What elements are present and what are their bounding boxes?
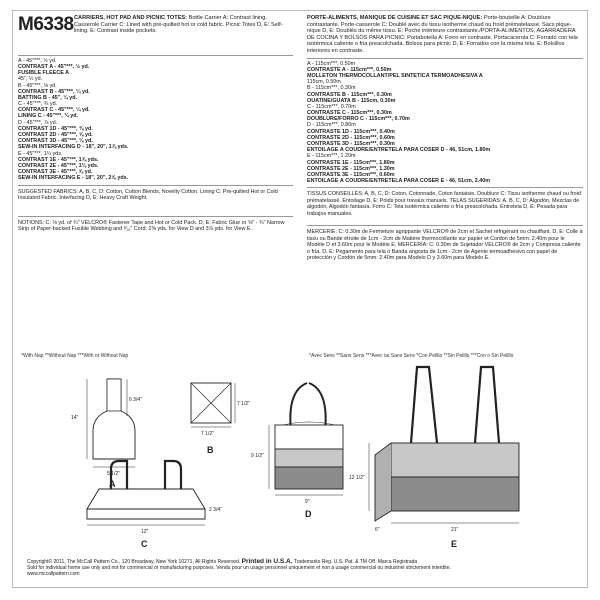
trademarks: Trademarks Reg. U.S. Pat. & TM Off. Marca Registrada <box>293 559 418 565</box>
view-d-height: 9 1/2" <box>251 453 264 459</box>
yardage-row: OUATINE/GUATA B - 115cm, 0.30m <box>307 97 396 104</box>
view-a-width: 5 1/2" <box>107 471 120 477</box>
pattern-envelope-back <box>12 10 588 588</box>
view-a-diagram <box>71 379 142 489</box>
spanish-title <box>307 15 583 55</box>
printed-in: Printed in U.S.A. <box>241 558 293 565</box>
view-e-height: 12 1/2" <box>349 475 365 481</box>
yardage-row: SEW-IN INTERFACING E - 18", 20", 2⅝ yds. <box>18 175 129 182</box>
yardage-row: C - 115cm***, 0.70m <box>307 103 356 110</box>
yardage-row: CONTRASTE 1D - 115cm***, 0.40m <box>307 128 395 135</box>
view-e-letter: E <box>451 539 458 549</box>
view-b-width: 7 1/2" <box>201 431 214 437</box>
website-url: www.mccallpattern.com <box>27 571 80 578</box>
yardage-row: SEW-IN INTERFACING D - 18", 20", 1⅞ yds. <box>18 144 129 151</box>
yardage-row: CONTRAST A - 45"***, ½ yd. <box>18 63 90 70</box>
sold-notice-en: Sold for individual home use only and not for commercial or manufacturing purposes. <box>27 565 215 572</box>
yardage-row: 115cm, 0.50m <box>307 79 341 86</box>
sold-notice-fr: Vendu pour un usage personnel uniquement et non à usage commercial ou industriel strictement interdite. <box>216 565 451 572</box>
yardage-row: CONTRAST 3E - 45"***, ⅝ yd. <box>18 169 93 176</box>
spanish-column <box>307 15 583 262</box>
yardage-row: D - 45"***, ⅞ yd. <box>18 119 58 126</box>
view-a-letter: A <box>109 479 116 489</box>
yardage-row: CONTRASTE 3E - 115cm***, 0.60m <box>307 171 395 178</box>
yardage-row: MOLLETON THERMOCOLLANT/PEL SINTÉTICA TERMOADHESIVA A <box>307 72 483 79</box>
copyright: Copyright© 2011, The McCall Pattern Co., 120 Broadway, New York 10271, All Rights Reserved. <box>27 559 241 565</box>
yardage-row: C - 45"***, ¾ yd. <box>18 101 58 108</box>
english-heading: CARRIERS, HOT PAD AND PICNIC TOTES: <box>74 15 188 21</box>
yardage-row: B - 45"***, ⅛ yd. <box>18 82 57 89</box>
english-column <box>18 15 293 233</box>
yardage-row: CONTRAST B - 45"***, ¼ yd. <box>18 88 90 95</box>
yardage-row: LINING C - 45"***, ¾ yd. <box>18 113 79 120</box>
yardage-row: FUSIBLE FLEECE A <box>18 70 70 77</box>
english-description: Bottle Carrier A: Contrast lining. Casserole Carrier C: Lined with pre-quilted hot or cold fabric. Picnic Totes D, E: Self-lining. E: Contrast inside pockets. <box>74 15 283 35</box>
yardage-row: B - 115cm***, 0.30m <box>307 85 356 92</box>
view-d-width: 9" <box>305 499 310 505</box>
view-c-depth: 2 3/4" <box>209 507 222 513</box>
yardage-row: A - 45"***, ½ yd. <box>18 57 57 64</box>
yardage-row: CONTRAST 1E - 45"***, 1⅞ yds. <box>18 156 99 163</box>
pattern-number: M6338 <box>18 14 74 35</box>
suggested-fabrics-es: TISSUS CONSEILLÉS: A, B, C, D: Coton, Cotonnade, Coton fantaisie. Doublure C: Tissu isotherme chaud ou froid prématelassé. Entoilage D, E: Poids pour travaux manuels. TELAS SUGERIDAS: A, B, C, D: Algodón, Mezclas de algodón, Algodón fantasía. Forro C: Tela isotérmica caliente o fría preacolchada. Entretela D, E: Pesada para trabajos manuales. <box>307 191 581 217</box>
view-b-height: 7 1/2" <box>237 401 250 407</box>
yardage-row: CONTRAST 2E - 45"***, 1⅛ yds. <box>18 162 99 169</box>
yardage-list-es <box>307 61 583 185</box>
nap-legend-en: *With Nap **Without Nap ***With or Without Nap <box>21 353 129 359</box>
view-e-diagram <box>349 367 519 549</box>
yardage-row: CONTRAST C - 45"***, ¼ yd. <box>18 107 90 114</box>
yardage-row: E - 45"***, 1¼ yds. <box>18 150 63 157</box>
view-a-height: 14" <box>71 415 79 421</box>
yardage-row: A - 115cm***, 0.50m <box>307 60 356 67</box>
view-c-width: 12" <box>141 529 149 535</box>
yardage-row: CONTRAST 2D - 45"***, ⅝ yd. <box>18 132 93 139</box>
view-e-width: 21" <box>451 527 459 533</box>
footer <box>27 559 587 578</box>
yardage-row: BATTING B - 45", ¼ yd. <box>18 94 78 101</box>
nap-legend-es: *Avec Sens **Sans Sens ***Avec ou Sans Sens *Con Pelillo **Sin Pelillo ***Con o Sin Pelillo <box>309 353 514 359</box>
english-title <box>74 15 293 35</box>
suggested-fabrics-en: SUGGESTED FABRICS: A, B, C, D: Cotton, Cotton Blends, Novelty Cotton. Lining C: Pre-quilted Hot or Cold Insulated Fabric. Interfacing D, E: Heavy Craft Weight. <box>18 188 278 202</box>
yardage-row: CONTRASTE 2D - 115cm***, 0.60m <box>307 134 395 141</box>
yardage-row: ENTOILAGE À COUDRE/ENTRETELA PARA COSER E - 46, 51cm, 2.40m <box>307 178 491 185</box>
yardage-row: CONTRASTE 1E - 115cm***, 1.80m <box>307 159 395 166</box>
view-diagrams <box>29 361 574 556</box>
view-b-diagram <box>191 383 250 455</box>
yardage-row: CONTRASTE A - 115cm***, 0.50m <box>307 66 392 73</box>
yardage-row: CONTRAST 1D - 45"***, ⅜ yd. <box>18 125 93 132</box>
yardage-list-en <box>18 58 293 182</box>
yardage-row: CONTRASTE B - 115cm***, 0.30m <box>307 91 392 98</box>
spanish-heading: PORTE-ALIMENTS, MANIQUE DE CUISINE ET SAC PIQUE-NIQUE: <box>307 15 483 21</box>
yardage-row: ENTOILAGE À COUDRE/ENTRETELA PARA COSER D - 46, 51cm, 1.80m <box>307 147 491 154</box>
yardage-row: E - 115cm***, 1.20m <box>307 153 356 160</box>
view-a-strap: 6 3/4" <box>129 397 142 403</box>
yardage-row: CONTRASTE 3D - 115cm***, 0.30m <box>307 141 395 147</box>
view-c-letter: C <box>141 539 148 549</box>
yardage-row: CONTRAST 3D - 45"***, ⅛ yd. <box>18 138 93 145</box>
spanish-description: Porte-bouteille A: Doublure contrastante. Porte-casserole C: Doublé avec du tissu isotherme chaud ou froid prématelassé. Sacs pique-nique D, E: Doublés du même tissu. E: Poche intérieure contrastante./PORTA-ALIMENTOS, AGARRADERA DE COCINA Y BOLSOS PARA PICNIC: Portabotella A: Forro en contraste. Portacacerola C: Forrado con tela isotérmica caliente o fria preacolchada. Bolsos para picnic D, E: Forrados con la misma tela. E: Bolsillos interiores en contraste. <box>307 15 578 54</box>
view-d-letter: D <box>305 509 312 519</box>
notions-en: NOTIONS: C: ⅛ yd. of ¾" VELCRO® Fastener Tape and Hot or Cold Pack. D, E: Fabric Glue or ⅝" - ¾" Narrow Strip of Paper-backed Fusible Webbing and ³⁄₁₆" Cord: 2⅝ yds. for View D and 3⅞ yds. for View E. <box>18 219 285 233</box>
yardage-row: CONTRASTE 2E - 115cm***, 1.30m <box>307 165 395 172</box>
notions-es: MERCERIE: C: 0.30m de Fermeture agrippante VELCRO® de 2cm et Sachet réfrigérant ou chauffant. D, E: Colle à tissu ou Bande étroite de 1cm - 2cm de Matière thermocollante sur papier et Cordon de 5mm: 2.40m pour le Modèle D et 3.60m pour le Modèle E. MERCERÍA: C: 0.30m de Sujetador VELCRO® de 2cm y Compresa caliente o fría. D, E: Pegamento para tela o Banda angosta de 1cm - 2cm de Agente termoadhesivo con papel de protección y Cordón de 5mm: 2.40m para Modelo D y 3.60m para Modelo E. <box>307 229 583 262</box>
yardage-row: D - 115cm***, 0.80m <box>307 122 356 129</box>
view-b-letter: B <box>207 445 214 455</box>
yardage-row: 45", ½ yd. <box>18 76 43 83</box>
view-d-diagram <box>251 383 343 519</box>
yardage-row: CONTRASTE C - 115cm***, 0.30m <box>307 110 392 117</box>
yardage-row: DOUBLURE/FORRO C - 115cm***, 0.70m <box>307 116 410 123</box>
view-e-depth: 6" <box>375 527 380 533</box>
